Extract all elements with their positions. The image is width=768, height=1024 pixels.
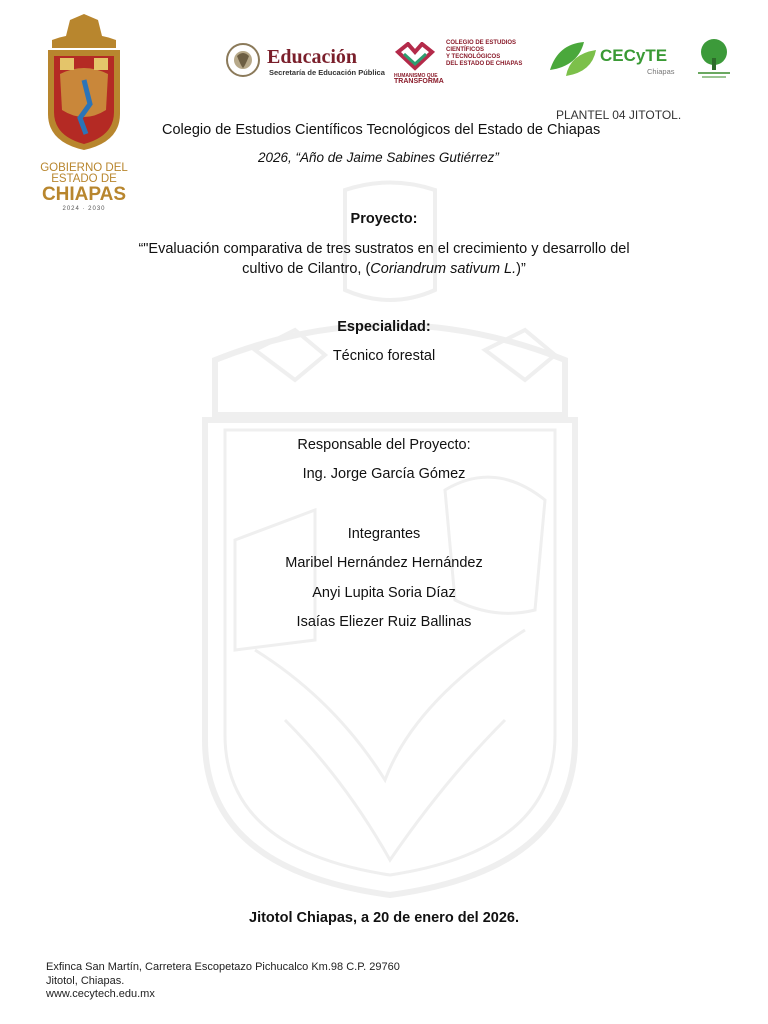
chiapas-government-logo	[40, 14, 128, 214]
member-name: Isaías Eliezer Ruiz Ballinas	[296, 614, 472, 630]
cecyt-name	[446, 40, 522, 68]
heart-hands-icon	[394, 42, 436, 72]
gov-logo-line3: CHIAPAS	[41, 184, 127, 205]
chiapas-shield-icon	[40, 14, 128, 154]
date-line: Jitotol Chiapas, a 20 de enero del 2026.	[249, 910, 519, 926]
cecyte-title: CECyTE	[600, 46, 668, 65]
cecyte-logo	[548, 40, 678, 90]
project-title-line1: “"Evaluación comparativa de tres sustratos en el crecimiento y desarrollo del	[138, 241, 630, 257]
responsible-name: Ing. Jorge García Gómez	[302, 466, 466, 482]
specialty-value: Técnico forestal	[332, 348, 436, 364]
cecyt-line2: CIENTÍFICOS	[446, 47, 485, 53]
institution-name: Colegio de Estudios Científicos Tecnológicos del Estado de Chiapas	[162, 122, 601, 138]
sep-subtitle: Secretaría de Educación Pública	[269, 68, 385, 77]
footer-website-link[interactable]: www.cecytech.edu.mx	[46, 988, 155, 1000]
project-title	[0, 239, 768, 279]
mexico-seal-icon	[225, 40, 261, 80]
footer-line1: Exfinca San Martín, Carretera Escopetazo Pichucalco Km.98 C.P. 29760	[46, 961, 400, 973]
cecyte-leaf-icon	[548, 40, 600, 78]
sep-title: Educación	[267, 46, 358, 68]
gov-logo-line1: GOBIERNO DEL	[40, 162, 128, 174]
plantel-label: PLANTEL 04 JITOTOL.	[556, 108, 682, 122]
project-title-prefix: cultivo de Cilantro, (	[242, 261, 371, 277]
cecyt-line3: Y TECNOLÓGICOS	[446, 54, 501, 60]
footer-address	[46, 961, 400, 1002]
responsible-heading: Responsable del Proyecto:	[297, 437, 471, 453]
members-heading: Integrantes	[347, 526, 421, 542]
tree-logo-icon	[694, 38, 734, 82]
year-motto: 2026, “Año de Jaime Sabines Gutiérrez”	[258, 150, 499, 165]
project-title-suffix: )”	[516, 261, 526, 277]
project-title-line2	[0, 259, 768, 279]
project-heading: Proyecto:	[350, 211, 418, 227]
member-name: Anyi Lupita Soria Díaz	[312, 585, 456, 601]
specialty-heading: Especialidad:	[337, 319, 431, 335]
gov-logo-years: 2024 · 2030	[62, 206, 106, 212]
footer-line2: Jitotol, Chiapas.	[46, 974, 125, 987]
cecyt-line1: COLEGIO DE ESTUDIOS	[446, 40, 517, 46]
gov-logo-line2: ESTADO DE	[51, 173, 117, 185]
project-species-name: Coriandrum sativum L.	[370, 261, 517, 277]
cecyt-tag1: HUMANISMO QUE	[394, 73, 438, 79]
cecyt-line4: DEL ESTADO DE CHIAPAS	[446, 61, 523, 67]
member-name: Maribel Hernández Hernández	[285, 555, 483, 571]
cecyt-logo	[394, 40, 534, 90]
cecyt-tag2: TRANSFORMA	[394, 78, 444, 85]
sep-logo	[225, 36, 385, 86]
cecyte-subtitle: Chiapas	[647, 67, 675, 76]
